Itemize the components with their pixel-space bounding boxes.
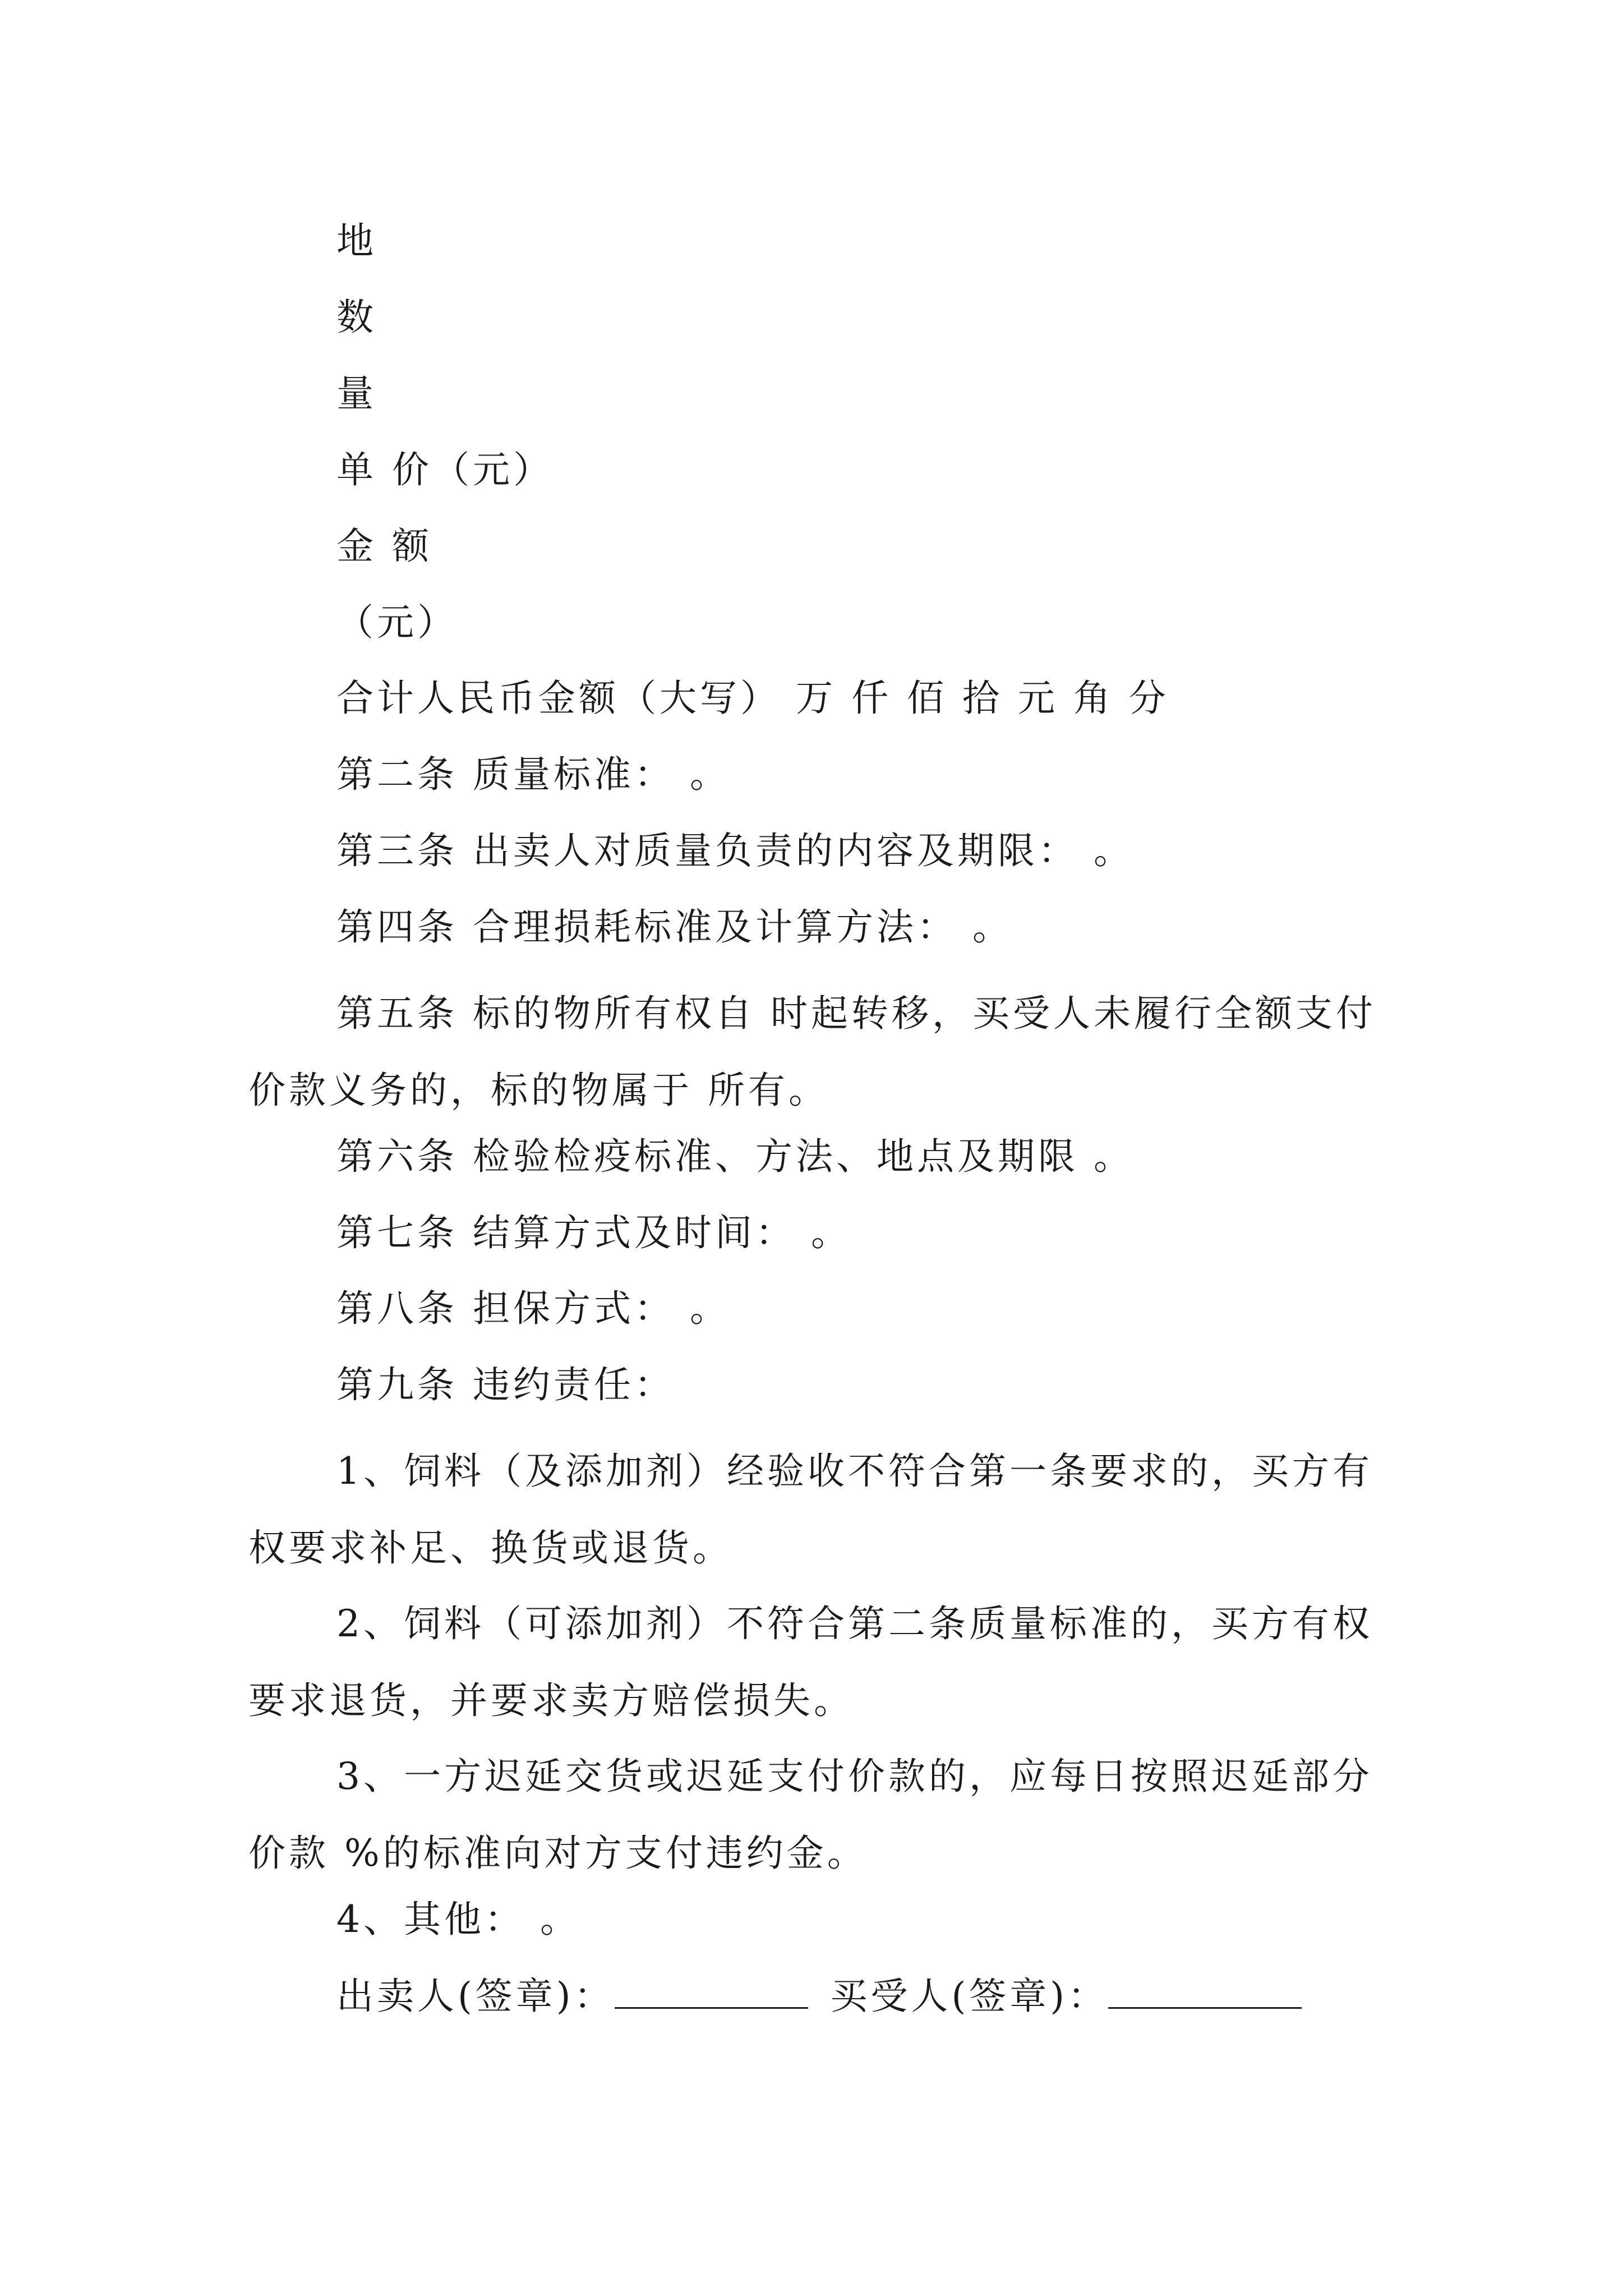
article-5-ownership-transfer: 第五条 标的物所有权自 时起转移，买受人未履行全额支付价款义务的，标的物属于 所有。 [248, 992, 1376, 1112]
table-cell-di: 地 [336, 219, 377, 263]
article-2-quality-standard: 第二条 质量标准： 。 [336, 753, 730, 796]
liability-item-4: 4、其他： 。 [336, 1898, 580, 1941]
article-6-inspection: 第六条 检验检疫标准、方法、地点及期限 。 [336, 1135, 1134, 1178]
table-cell-liang: 量 [336, 372, 377, 415]
buyer-signature-blank [1108, 1973, 1302, 2009]
article-7-settlement: 第七条 结算方式及时间： 。 [336, 1211, 851, 1254]
buyer-signature-label: 买受人(签章)： [830, 1975, 1108, 2018]
table-header-amount: 金 额 [336, 524, 432, 568]
seller-signature-label: 出卖人(签章)： [336, 1975, 615, 2018]
table-header-amount-unit: （元） [336, 601, 458, 644]
article-8-guarantee: 第八条 担保方式： 。 [336, 1287, 730, 1330]
liability-item-2: 2、饲料（可添加剂）不符合第二条质量标准的，买方有权要求退货，并要求卖方赔偿损失。 [248, 1602, 1373, 1722]
article-4-loss-standard: 第四条 合理损耗标准及计算方法： 。 [336, 905, 1013, 949]
total-amount-in-words: 合计人民币金额（大写） 万 仟 佰 拾 元 角 分 [336, 677, 1169, 720]
article-9-liability: 第九条 违约责任： [336, 1363, 675, 1406]
table-cell-shu: 数 [336, 296, 377, 339]
seller-signature-blank [615, 1973, 808, 2009]
article-3-quality-responsibility: 第三条 出卖人对质量负责的内容及期限： 。 [336, 829, 1134, 872]
table-header-unit-price: 单 价（元） [336, 448, 554, 491]
liability-item-3: 3、一方迟延交货或迟延支付价款的，应每日按照迟延部分价款 %的标准向对方支付违约金。 [248, 1755, 1373, 1875]
signature-row [336, 1973, 1302, 2019]
liability-item-1: 1、饲料（及添加剂）经验收不符合第一条要求的，买方有权要求补足、换货或退货。 [248, 1450, 1373, 1570]
